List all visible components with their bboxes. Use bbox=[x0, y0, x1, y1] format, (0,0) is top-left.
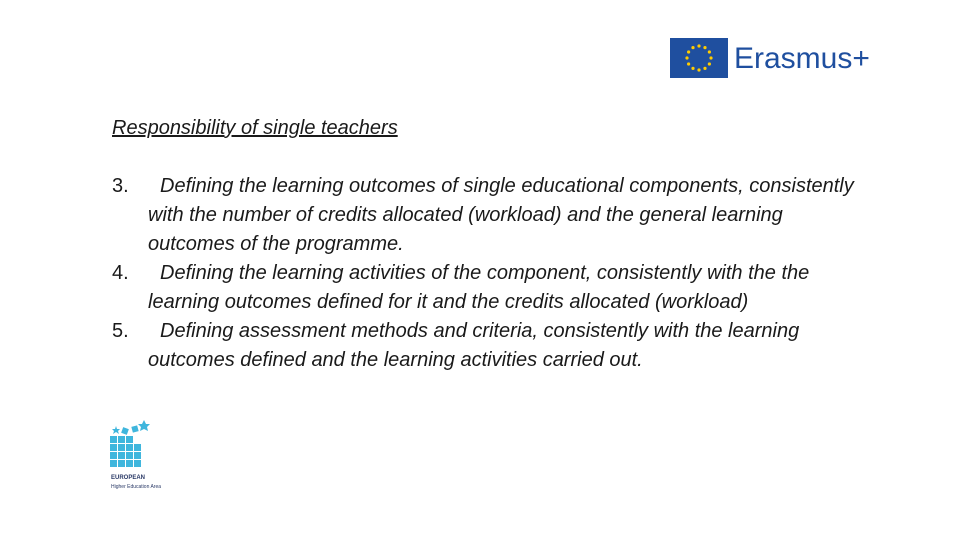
eu-flag-icon bbox=[670, 38, 728, 78]
ehea-logo bbox=[108, 418, 172, 494]
item-text: Defining the learning outcomes of single educational components, consistently with the number of credits allocated (workload) and the general learning outcomes of the programme. bbox=[148, 175, 854, 255]
item-text: Defining assessment methods and criteria, consistently with the learning outcomes defined and the learning activities carried out. bbox=[148, 320, 800, 371]
eu-star-icon bbox=[697, 68, 700, 71]
ehea-puzzle-icon bbox=[108, 418, 152, 474]
eu-star-icon bbox=[708, 50, 711, 53]
eu-star-icon bbox=[708, 62, 711, 65]
eu-star-icon bbox=[687, 50, 690, 53]
eu-star-icon bbox=[687, 62, 690, 65]
eu-star-icon bbox=[703, 67, 706, 70]
list-item bbox=[112, 259, 872, 317]
eu-star-icon bbox=[685, 56, 688, 59]
erasmus-plus-wordmark: Erasmus+ bbox=[734, 42, 870, 75]
eu-star-icon bbox=[691, 67, 694, 70]
erasmus-plus-logo bbox=[670, 38, 870, 80]
list-item bbox=[112, 317, 872, 375]
item-number: 3. bbox=[112, 175, 129, 197]
item-number: 4. bbox=[112, 262, 129, 284]
eu-star-icon bbox=[703, 46, 706, 49]
list-item bbox=[112, 172, 872, 259]
slide-title: Responsibility of single teachers bbox=[112, 117, 398, 139]
item-text: Defining the learning activities of the component, consistently with the the learning outcomes defined for it and the credits allocated (workload) bbox=[148, 262, 810, 313]
eu-star-icon bbox=[697, 44, 700, 47]
ehea-subtitle: Higher Education Area bbox=[111, 484, 162, 490]
eu-star-icon bbox=[709, 56, 712, 59]
eu-star-icon bbox=[691, 46, 694, 49]
outcome-list bbox=[112, 172, 872, 375]
item-number: 5. bbox=[112, 320, 129, 342]
ehea-title: EUROPEAN bbox=[111, 475, 146, 481]
